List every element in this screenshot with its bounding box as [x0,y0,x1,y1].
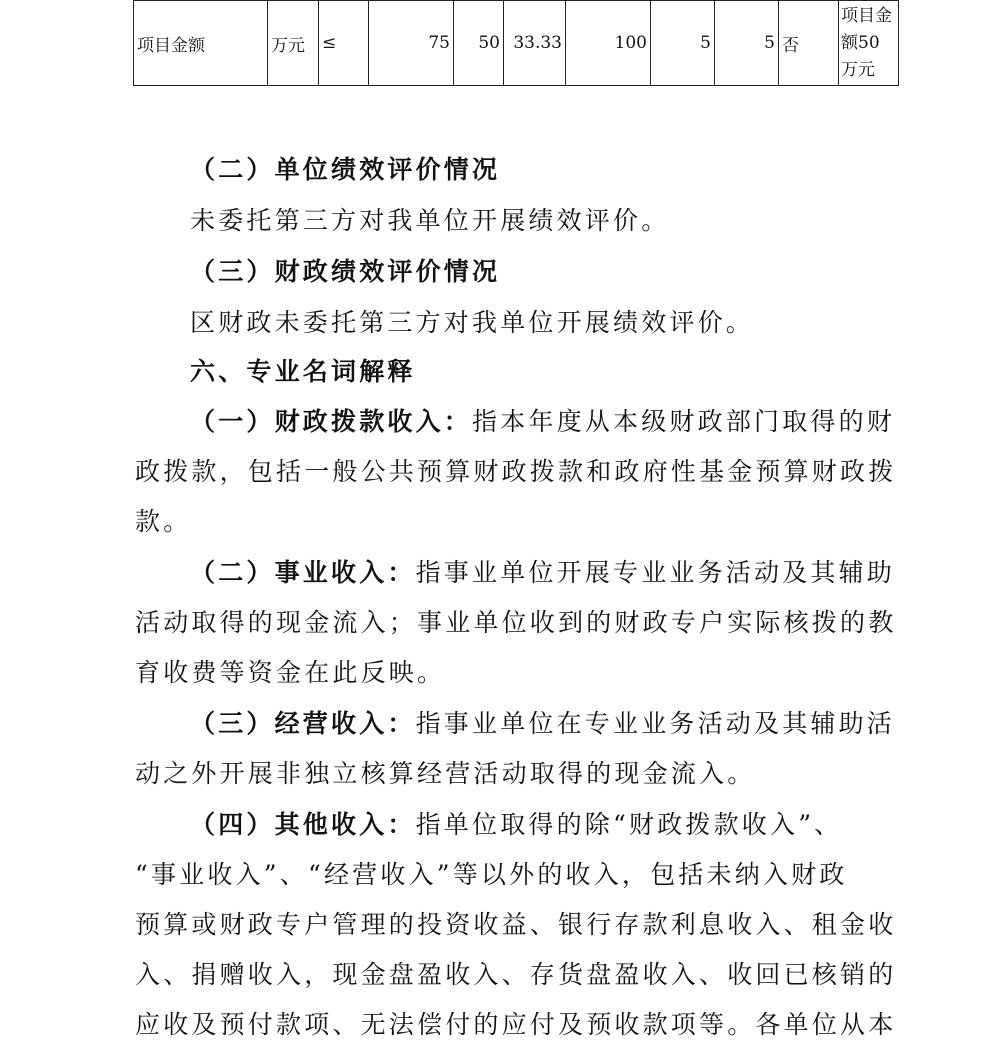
paragraph-line: 入、捐赠收入，现金盘盈收入、存货盘盈收入、收回已核销的 [135,960,897,989]
paragraph-line: 育收费等资金在此反映。 [135,658,446,687]
cell-operator: ≤ [319,1,369,86]
paragraph-line: 活动取得的现金流入；事业单位收到的财政专户实际核拨的教 [135,608,897,637]
term-label: （四）其他收入： [190,810,416,839]
term-label: （一）财政拨款收入： [190,407,473,436]
paragraph-line: 动之外开展非独立核算经营活动取得的现金流入。 [135,759,756,788]
term-definition: 指事业单位在专业业务活动及其辅助活 [415,709,896,738]
cell-value-1: 75 [369,1,454,86]
cell-indicator-name: 项目金额 [134,1,268,86]
cell-flag: 否 [779,1,839,86]
term-label: （二）事业收入： [190,558,416,587]
cell-value-6: 5 [715,1,779,86]
chapter-heading: 六、专业名词解释 [190,357,416,386]
performance-table [133,0,899,86]
term-line [190,704,895,740]
paragraph-line: “事业收入”、“经营收入”等以外的收入，包括未纳入财政 [135,860,848,889]
term-line [190,402,895,438]
term-line [190,553,895,589]
term-definition: 指单位取得的除“财政拨款收入”、 [415,810,843,839]
cell-value-5: 5 [651,1,715,86]
term-label: （三）经营收入： [190,709,416,738]
term-definition: 指本年度从本级财政部门取得的财 [472,407,896,436]
cell-value-2: 50 [454,1,504,86]
cell-value-4: 100 [566,1,651,86]
cell-unit: 万元 [268,1,319,86]
table-row [134,1,899,86]
term-definition: 指事业单位开展专业业务活动及其辅助 [415,558,896,587]
paragraph-line: 款。 [135,507,192,536]
paragraph-line: 应收及预付款项、无法偿付的应付及预收款项等。各单位从本 [135,1010,897,1039]
cell-value-3: 33.33 [504,1,566,86]
cell-note: 项目金额50万元 [839,1,899,86]
paragraph-line: 政拨款，包括一般公共预算财政拨款和政府性基金预算财政拨 [135,457,897,486]
section-heading: （二）单位绩效评价情况 [190,155,501,184]
paragraph-line: 预算或财政专户管理的投资收益、银行存款利息收入、租金收 [135,910,897,939]
section-heading: （三）财政绩效评价情况 [190,257,501,286]
paragraph-line: 区财政未委托第三方对我单位开展绩效评价。 [190,308,755,337]
term-line [190,805,842,841]
paragraph-line: 未委托第三方对我单位开展绩效评价。 [190,206,670,235]
